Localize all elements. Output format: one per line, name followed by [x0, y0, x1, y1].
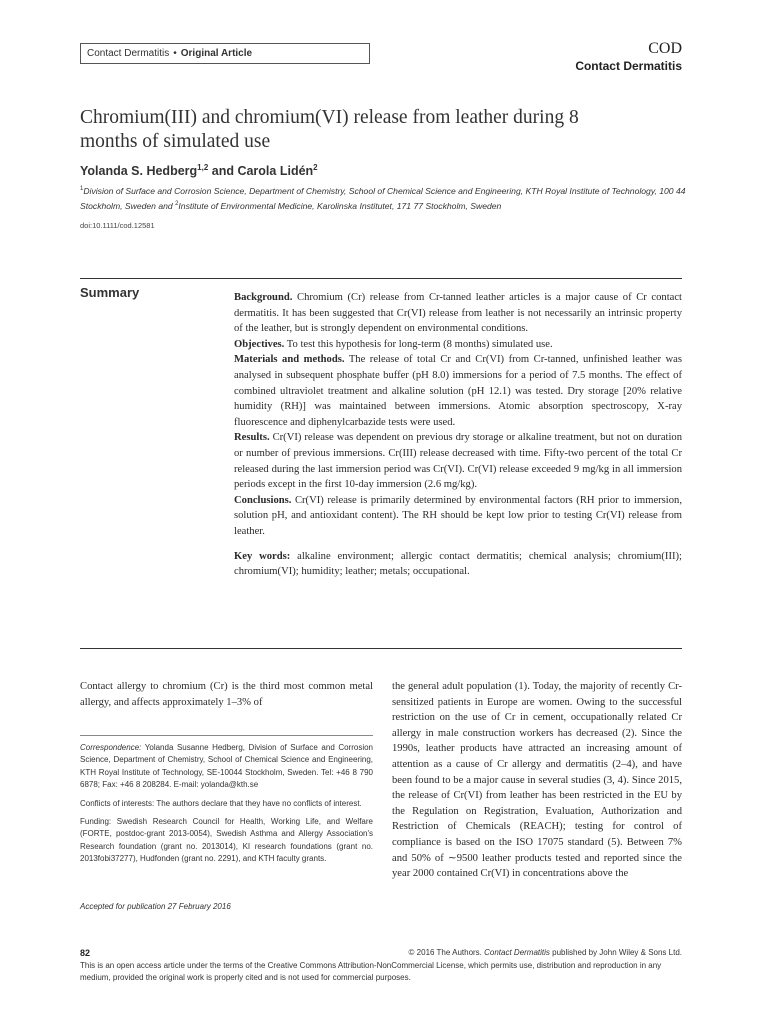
abstract-results: Results. Cr(VI) release was dependent on previous dry storage or alkaline treatment, but not on duration or number of previous immersions. Cr(III) release decreased with time. Fifty-two percent of the total Cr released during the last immersion period was Cr(VI). Cr(VI) release exceeded 9 mg/kg in all immersion periods except in the first 10-day immersion (2.6 mg/kg).	[234, 432, 682, 491]
journal-name: Contact Dermatitis	[87, 48, 170, 59]
keywords: Key words: alkaline environment; allergic contact dermatitis; chemical analysis; chromium(III); chromium(VI); humidity; leather; metals; occupational.	[234, 550, 682, 578]
abstract-objectives: Objectives. To test this hypothesis for long-term (8 months) simulated use.	[234, 338, 553, 350]
body-left-column	[80, 679, 373, 710]
footnote-divider	[80, 735, 373, 736]
author-1: Yolanda S. Hedberg	[80, 164, 198, 179]
abstract-methods: Materials and methods. The release of total Cr and Cr(VI) from Cr-tanned, unfinished leather was analysed in subsequent phosphate buffer (pH 8.0) immersions for a period of 7.5 months. The effect of combined ultraviolet treatment and alkaline solution (pH 12.1) was tested. Dry storage [20% relative humidity (RH)] was maintained between immersions. Atomic absorption spectroscopy, X-ray fluorescence and diphenylcarbazide tests were used.	[234, 354, 682, 428]
journal-full-name: Contact Dermatitis	[575, 59, 682, 73]
correspondence: Correspondence: Yolanda Susanne Hedberg, Division of Surface and Corrosion Science, Department of Chemistry, School of Chemical Science and Engineering, KTH Royal Institute of Technology, SE-10044 Stockholm, Sweden. Tel: +46 8 790 6878; Fax: +46 8 208284. E-mail: yolanda@kth.se	[80, 743, 373, 790]
page-number: 82	[80, 948, 91, 958]
affil-1: Division of Surface and Corrosion Science, Department of Chemistry, School of Chemical Science and Engineering, KTH Royal Institute of Technology, 100 44 Stockholm, Sweden and	[80, 185, 686, 211]
abstract-conclusions: Conclusions. Cr(VI) release is primarily determined by environmental factors (RH prior to immersion, solution pH, and antioxidant content). The RH should be kept low prior to testing Cr(VI) release from leather.	[234, 494, 682, 537]
article-title: Chromium(III) and chromium(VI) release from leather during 8 months of simulated use	[80, 107, 579, 152]
copyright: © 2016 The Authors. Contact Dermatitis published by John Wiley & Sons Ltd.	[408, 948, 682, 957]
affil-2-number: 2	[175, 200, 179, 207]
author-1-affil: 1,2	[197, 163, 209, 172]
author-list	[80, 163, 318, 178]
summary-heading: Summary	[80, 285, 140, 300]
author-2-affil: 2	[313, 163, 318, 172]
doi[interactable]: doi:10.1111/cod.12581	[80, 221, 155, 230]
journal-section-box	[80, 43, 370, 64]
article-type: Original Article	[180, 48, 253, 59]
separator-bullet: •	[173, 48, 177, 59]
affiliations	[80, 183, 692, 213]
journal-abbreviation: COD	[648, 40, 682, 57]
conflicts-of-interest: Conflicts of interests: The authors declare that they have no conflicts of interest.	[80, 798, 362, 808]
affil-2: Institute of Environmental Medicine, Karolinska Institutet, 171 77 Stockholm, Sweden	[178, 200, 502, 211]
divider-bottom	[80, 648, 682, 649]
abstract	[234, 290, 682, 580]
accepted-date: Accepted for publication 27 February 2016	[80, 902, 231, 911]
abstract-background: Background. Chromium (Cr) release from Cr-tanned leather articles is a major cause of Cr contact dermatitis. It has been suggested that Cr(VI) release from leather is not necessarily an intrinsic property of the leather, but is strongly dependent on environmental conditions.	[234, 292, 682, 335]
body-right-paragraph: the general adult population (1). Today, the majority of recently Cr-sensitized patients in Europe are women. Owing to the successful restriction on the use of Cr in cement, occupationally related Cr allergy in male construction workers has decreased (2). Since the 1990s, leather products have attracted an increasing amount of attention as a cause of Cr allergy and dermatitis (2–4), and have been found to be a major cause in several studies (3, 4). Since 2015, the release of Cr(VI) from leather has been restricted in the EU by the Regulation on Registration, Evaluation, Authorization and Restriction of Chemicals (REACH); testing for control of compliance is based on the ISO 17075 standard (5). Between 7% and 50% of ∼9500 leather products tested and reported since the year 2000 contained Cr(VI) in concentrations above the	[392, 681, 682, 880]
author-and: and	[208, 164, 238, 179]
funding: Funding: Swedish Research Council for Health, Working Life, and Welfare (FORTE, postdoc-grant 2013-0054), Swedish Asthma and Allergy Association's Research foundation (grant no. 2013014), KI research foundations (grant no. 2013fobi37277), Hudfonden (grant no. 2291), and KTH faculty grants.	[80, 817, 373, 864]
affil-1-number: 1	[80, 186, 84, 192]
author-2: Carola Lidén	[237, 164, 314, 179]
divider-top	[80, 278, 682, 279]
body-right-column	[392, 679, 682, 882]
license-statement: This is an open access article under the terms of the Creative Commons Attribution-NonCommercial License, which permits use, distribution and reproduction in any medium, provided the original work is properly cited and is not used for commercial purposes.	[80, 961, 662, 982]
body-intro-paragraph: Contact allergy to chromium (Cr) is the third most common metal allergy, and affects approximately 1–3% of	[80, 681, 373, 708]
article-notes	[80, 742, 373, 872]
